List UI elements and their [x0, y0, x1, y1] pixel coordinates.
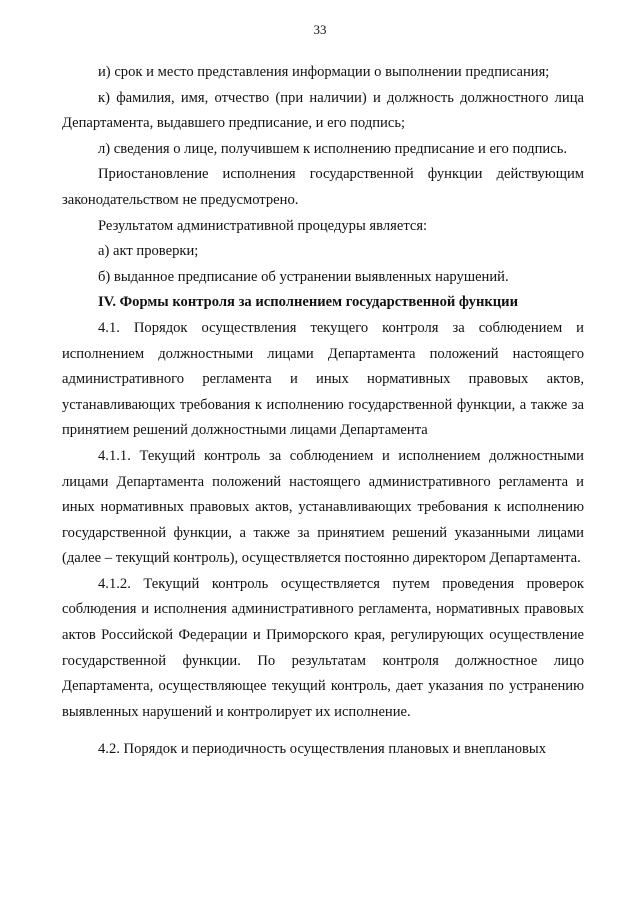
paragraph-4-1-1: 4.1.1. Текущий контроль за соблюдением и исполнением должностными лицами Департамента положений настоящего административного регламента и иных нормативных правовых актов, устанавливающих требования к исполнению государственной функции, а также за принятием решений указанными лицами (далее – текущий контроль), осуществляется постоянно директором Департамента. — [62, 447, 584, 567]
paragraph-item-k: к) фамилия, имя, отчество (при наличии) и должность должностного лица Департамента, выдавшего предписание, и его подпись; — [62, 89, 584, 132]
paragraph-item-i: и) срок и место представления информации о выполнении предписания; — [98, 64, 550, 80]
document-body — [62, 60, 584, 763]
paragraph-result-b: б) выданное предписание об устранении выявленных нарушений. — [98, 268, 509, 285]
paragraph-4-2: 4.2. Порядок и периодичность осуществления плановых и внеплановых — [98, 741, 547, 758]
page-number: 33 — [313, 22, 327, 37]
paragraph-4-1-2: 4.1.2. Текущий контроль осуществляется путем проведения проверок соблюдения и исполнения административного регламента, нормативных правовых актов Российской Федерации и Приморского края, регулирующих осуществление государственной функции. По результатам контроля должностное лицо Департамента, осуществляющее текущий контроль, дает указания по устранению выявленных нарушений и контролирует их исполнение. — [62, 575, 584, 720]
paragraph-result-a: а) акт проверки; — [98, 243, 199, 260]
paragraph-4-1: 4.1. Порядок осуществления текущего контроля за соблюдением и исполнением должностными лицами Департамента положений настоящего административного регламента и иных нормативных правовых актов, устанавливающих требования к исполнению государственной функции, а также за принятием решений должностными лицами Департамента — [62, 319, 584, 439]
paragraph-suspension: Приостановление исполнения государственной функции действующим законодательством не предусмотрено. — [62, 166, 584, 208]
paragraph-spacer — [62, 725, 584, 737]
paragraph-item-l: л) сведения о лице, получившем к исполнению предписание и его подпись. — [98, 140, 568, 157]
section-title: IV. Формы контроля за исполнением государственной функции — [98, 294, 518, 311]
paragraph-result-intro: Результатом административной процедуры является: — [98, 217, 428, 234]
